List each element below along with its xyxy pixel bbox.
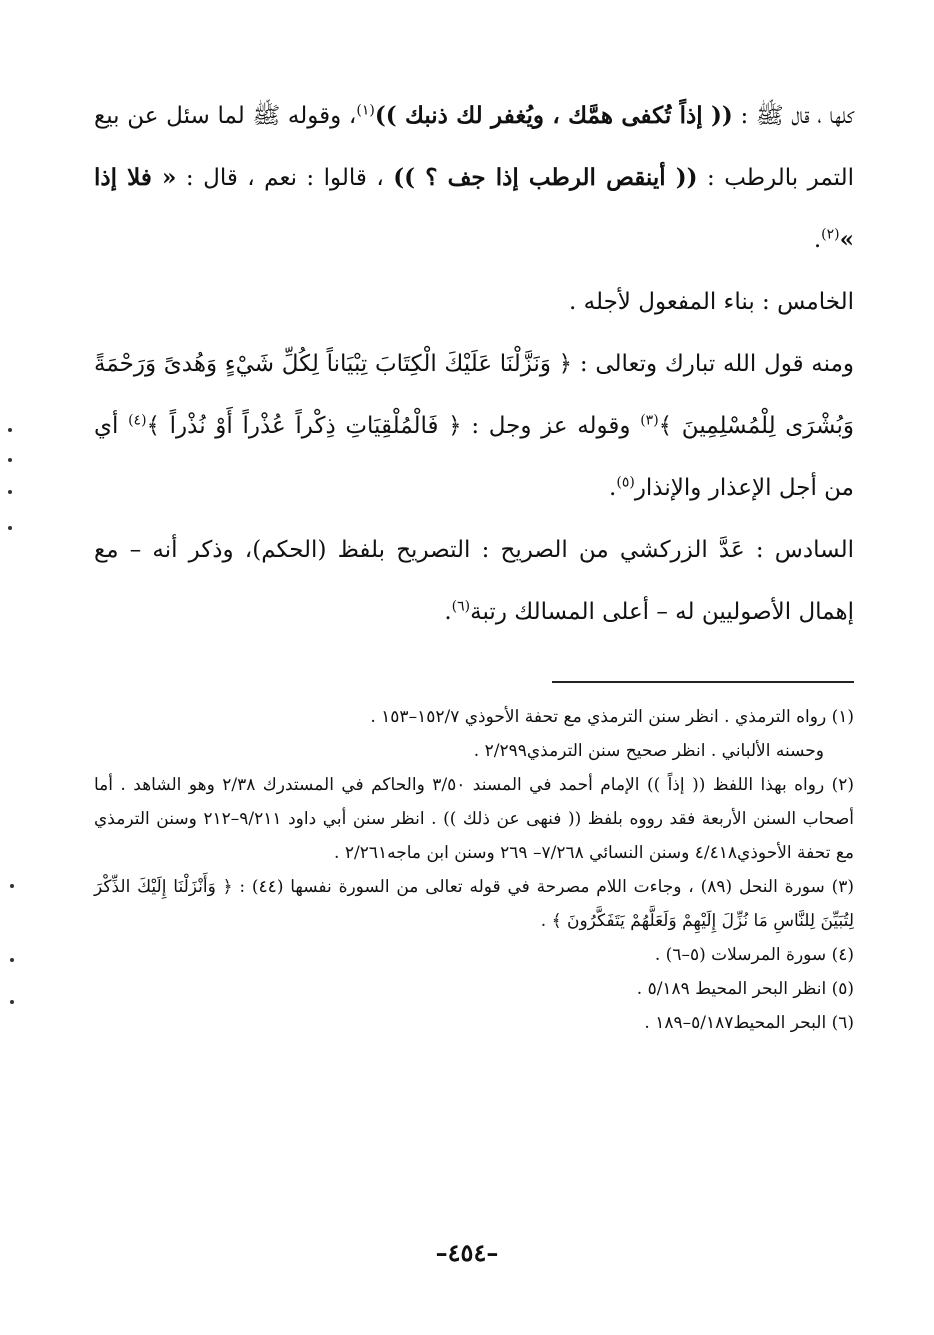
footnote-3: (٣) سورة النحل (٨٩) ، وجاءت اللام مصرحة في قوله تعالى من السورة نفسها (٤٤) : ﴿ وَأَنْزَلْنَا إِلَيْكَ الذِّكْرَ لِتُبَيِّنَ لِلنَّاسِ مَا نُزِّلَ إِلَيْهِمْ وَلَعَلَّهُمْ يَتَفَكَّرُونَ ﴾ .: [94, 877, 854, 931]
text: ومنه قول الله تبارك وتعالى :: [572, 351, 855, 377]
hadith-quote: (( أينقص الرطب إذا جف ؟ )): [393, 164, 698, 191]
footnote-1-continued: وحسنه الألباني . انظر صحيح سنن الترمذي٢/٢٩٩ .: [473, 741, 824, 761]
hadith-quote: « فلا إذا »: [94, 164, 854, 253]
paragraph-2: [94, 271, 854, 333]
quran-quote: ﴿ فَالْمُلْقِيَاتِ ذِكْراً عُذْراً أَوْ نُذْراً ﴾: [146, 413, 462, 439]
text: السادس : عَدَّ الزركشي من الصريح : التصريح بلفظ (الحكم)، وذكر أنه – مع إهمال الأصوليين له – أعلى المسالك رتبة: [94, 537, 854, 625]
text: أي من أجل الإعذار والإنذار: [94, 413, 854, 501]
text: .: [813, 227, 822, 253]
text: كلها ، قال ﷺ :: [732, 103, 854, 129]
scan-speck: [8, 490, 12, 494]
main-text: [94, 85, 854, 643]
text: .: [444, 599, 452, 625]
paragraph-1: [94, 85, 854, 271]
paragraph-4: [94, 519, 854, 643]
scan-speck: [10, 958, 14, 962]
footnote-separator: [552, 681, 854, 683]
footnote-4: (٤) سورة المرسلات (٥–٦) .: [654, 945, 854, 965]
scan-speck: [8, 458, 12, 462]
text: ، قالوا : نعم ، قال :: [176, 165, 394, 191]
footnote-ref-5: (٥): [616, 474, 635, 491]
scan-speck: [8, 526, 12, 530]
scan-speck: [8, 428, 12, 432]
footnote-ref-4: (٤): [128, 412, 147, 429]
quran-quote: ﴿ وَنَزَّلْنَا عَلَيْكَ الْكِتَابَ تِبْيَاناً لِكُلِّ شَيْءٍ وَهُدىً وَرَحْمَةً وَبُشْرَى لِلْمُسْلِمِينَ ﴾: [94, 351, 854, 439]
footnotes: [94, 700, 854, 1040]
footnote-ref-3: (٣): [640, 412, 659, 429]
text: الخامس : بناء المفعول لأجله .: [569, 289, 854, 315]
footnote-6: (٦) البحر المحيط٥/١٨٧–١٨٩ .: [644, 1013, 854, 1033]
text: .: [609, 475, 617, 501]
paragraph-3: [94, 333, 854, 519]
text: ، وقوله ﷺ لما سئل عن بيع التمر بالرطب :: [94, 103, 854, 191]
scan-speck: [10, 884, 14, 888]
text: وقوله عز وجل :: [461, 413, 641, 439]
footnote-ref-2: (٢): [821, 226, 840, 243]
page-number: –٤٥٤–: [435, 1238, 499, 1267]
scan-speck: [10, 1000, 14, 1004]
footnote-5: (٥) انظر البحر المحيط ٥/١٨٩ .: [636, 979, 854, 999]
hadith-quote: (( إذاً تُكفى همَّك ، ويُغفر لك ذنبك )): [374, 102, 733, 129]
footnote-ref-1: (١): [356, 102, 375, 119]
footnote-1: (١) رواه الترمذي . انظر سنن الترمذي مع تحفة الأحوذي ١٥٢/٧–١٥٣ .: [370, 707, 854, 727]
footnote-ref-6: (٦): [451, 598, 471, 615]
footnote-2: (٢) رواه بهذا اللفظ (( إذاً )) الإمام أحمد في المسند ٣/٥٠ والحاكم في المستدرك ٢/٣٨ وهو الشاهد . أما أصحاب السنن الأربعة فقد رووه بلفظ (( فنهى عن ذلك )) . انظر سنن أبي داود ٩/٢١١–٢١٢ وسنن الترمذي مع تحفة الأحوذي٤/٤١٨ وسنن النسائي ٧/٢٦٨– ٢٦٩ وسنن ابن ماجه٢/٢٦١ .: [94, 775, 855, 863]
